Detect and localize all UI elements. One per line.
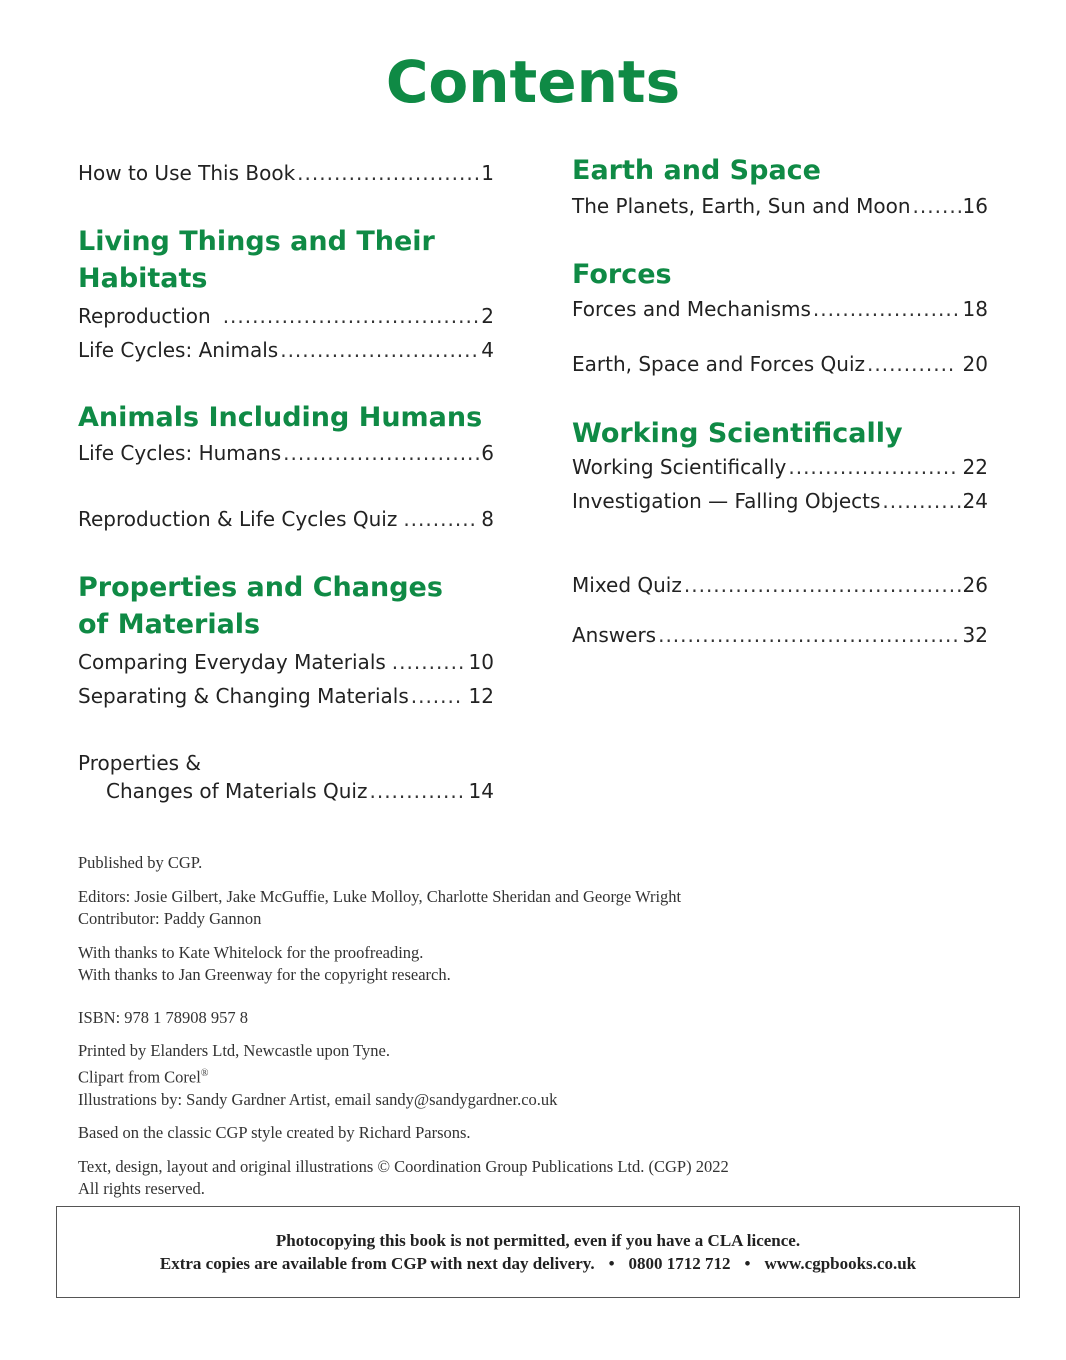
credit-copyright: Text, design, layout and original illustrations © Coordination Group Publications Ltd. (CGP) 2022 bbox=[78, 1156, 729, 1176]
toc-page-number: 10 bbox=[468, 650, 494, 674]
toc-entry-life-cycles-animals[interactable] bbox=[78, 338, 494, 362]
toc-entry-materials-quiz[interactable] bbox=[78, 779, 494, 803]
dot-leader bbox=[392, 650, 467, 674]
toc-entry-label: Changes of Materials Quiz bbox=[106, 779, 368, 803]
section-heading-forces: Forces bbox=[572, 259, 672, 290]
section-heading-earth-space: Earth and Space bbox=[572, 155, 821, 186]
toc-entry-reproduction[interactable] bbox=[78, 304, 494, 328]
toc-entry-label: Reproduction & Life Cycles Quiz bbox=[78, 507, 398, 531]
toc-entry-life-cycles-humans[interactable] bbox=[78, 441, 494, 465]
credit-published: Published by CGP. bbox=[78, 853, 203, 872]
dot-leader bbox=[369, 779, 466, 803]
dot-leader bbox=[223, 304, 480, 328]
dot-leader bbox=[658, 623, 956, 647]
dot-leader bbox=[297, 161, 479, 185]
credit-copyright-block bbox=[78, 1156, 978, 1201]
publisher-credits bbox=[78, 852, 978, 1212]
dot-leader bbox=[867, 352, 957, 376]
toc-page-number: 14 bbox=[468, 779, 494, 803]
registered-mark: ® bbox=[200, 1067, 209, 1079]
toc-entry-label: Answers bbox=[572, 623, 657, 647]
credit-clipart: Clipart from Corel bbox=[78, 1067, 201, 1086]
heading-line: Living Things and Their bbox=[78, 226, 435, 257]
toc-page-number: 20 bbox=[962, 352, 988, 376]
credit-contributor: Contributor: Paddy Gannon bbox=[78, 909, 262, 928]
toc-entry-label: Life Cycles: Animals bbox=[78, 338, 279, 362]
toc-entry-forces-mechanisms[interactable] bbox=[572, 297, 988, 321]
toc-entry-materials-quiz-line1: Properties & bbox=[78, 751, 202, 775]
toc-page-number: 18 bbox=[962, 297, 988, 321]
dot-leader bbox=[684, 573, 961, 597]
section-heading-animals: Animals Including Humans bbox=[78, 402, 483, 433]
toc-entry-planets[interactable] bbox=[572, 194, 988, 218]
credit-editors: Editors: Josie Gilbert, Jake McGuffie, Luke Molloy, Charlotte Sheridan and George Wright bbox=[78, 886, 682, 906]
bullet-separator: • bbox=[608, 1254, 615, 1273]
toc-entry-label: Comparing Everyday Materials bbox=[78, 650, 386, 674]
toc-page-number: 1 bbox=[481, 161, 494, 185]
notice-line-1: Photocopying this book is not permitted, even if you have a CLA licence. bbox=[275, 1231, 801, 1250]
heading-line: Properties and Changes bbox=[78, 572, 443, 603]
notice-extra-copies: Extra copies are available from CGP with next day delivery. bbox=[159, 1254, 595, 1273]
dot-leader bbox=[403, 507, 479, 531]
heading-line: Habitats bbox=[78, 263, 208, 294]
toc-page-number: 16 bbox=[962, 194, 988, 218]
credit-illustrations: Illustrations by: Sandy Gardner Artist, email sandy@sandygardner.co.uk bbox=[78, 1089, 558, 1109]
toc-entry-comparing-materials[interactable] bbox=[78, 650, 494, 674]
credit-editors-block bbox=[78, 886, 978, 931]
toc-page-number: 24 bbox=[962, 489, 988, 513]
toc-entry-label: Mixed Quiz bbox=[572, 573, 682, 597]
credit-based-on: Based on the classic CGP style created by Richard Parsons. bbox=[78, 1123, 471, 1142]
credit-thanks-proofreading: With thanks to Kate Whitelock for the proofreading. bbox=[78, 942, 424, 962]
notice-website-link[interactable]: www.cgpbooks.co.uk bbox=[764, 1254, 917, 1273]
bullet-separator: • bbox=[744, 1254, 751, 1273]
photocopy-notice-box bbox=[56, 1206, 1020, 1298]
toc-entry-how-to-use[interactable] bbox=[78, 161, 494, 185]
dot-leader bbox=[411, 684, 463, 708]
credit-printed: Printed by Elanders Ltd, Newcastle upon Tyne. bbox=[78, 1041, 390, 1060]
toc-entry-working-scientifically[interactable] bbox=[572, 455, 988, 479]
toc-entry-label: Forces and Mechanisms bbox=[572, 297, 811, 321]
dot-leader bbox=[813, 297, 961, 321]
toc-page-number: 4 bbox=[481, 338, 494, 362]
toc-entry-label: Life Cycles: Humans bbox=[78, 441, 282, 465]
toc-page-number: 22 bbox=[962, 455, 988, 479]
credit-rights: All rights reserved. bbox=[78, 1179, 205, 1198]
toc-entry-answers[interactable] bbox=[572, 623, 988, 647]
dot-leader bbox=[882, 489, 960, 513]
credit-isbn: ISBN: 978 1 78908 957 8 bbox=[78, 1007, 249, 1027]
toc-entry-forces-quiz[interactable] bbox=[572, 352, 988, 376]
dot-leader bbox=[788, 455, 956, 479]
toc-entry-label: Earth, Space and Forces Quiz bbox=[572, 352, 865, 376]
toc-entry-reproduction-quiz[interactable] bbox=[78, 507, 494, 531]
credit-thanks-copyright: With thanks to Jan Greenway for the copyright research. bbox=[78, 965, 451, 984]
toc-entry-label: Working Scientifically bbox=[572, 455, 787, 479]
toc-entry-label: Investigation — Falling Objects bbox=[572, 489, 881, 513]
section-heading-working-scientifically: Working Scientifically bbox=[572, 418, 903, 449]
section-heading-living-things bbox=[78, 223, 494, 297]
toc-entry-label: How to Use This Book bbox=[78, 161, 296, 185]
toc-entry-label: The Planets, Earth, Sun and Moon bbox=[572, 194, 911, 218]
toc-page-number: 8 bbox=[481, 507, 494, 531]
toc-entry-mixed-quiz[interactable] bbox=[572, 573, 988, 597]
dot-leader bbox=[280, 338, 479, 362]
heading-line: of Materials bbox=[78, 609, 261, 640]
toc-entry-label: Reproduction bbox=[78, 304, 211, 328]
toc-entry-investigation[interactable] bbox=[572, 489, 988, 513]
toc-page-number: 2 bbox=[481, 304, 494, 328]
notice-phone: 0800 1712 712 bbox=[628, 1254, 731, 1273]
toc-entry-separating-materials[interactable] bbox=[78, 684, 494, 708]
dot-leader bbox=[283, 441, 479, 465]
toc-entry-label: Separating & Changing Materials bbox=[78, 684, 409, 708]
credit-print-block bbox=[78, 1040, 978, 1111]
toc-page-number: 6 bbox=[481, 441, 494, 465]
dot-leader bbox=[913, 194, 961, 218]
notice-line-2 bbox=[57, 1252, 1019, 1275]
credit-thanks-block bbox=[78, 942, 978, 987]
toc-page-number: 32 bbox=[962, 623, 988, 647]
toc-page-number: 26 bbox=[962, 573, 988, 597]
page-title: Contents bbox=[385, 48, 681, 116]
section-heading-materials bbox=[78, 569, 494, 643]
toc-page-number: 12 bbox=[468, 684, 494, 708]
